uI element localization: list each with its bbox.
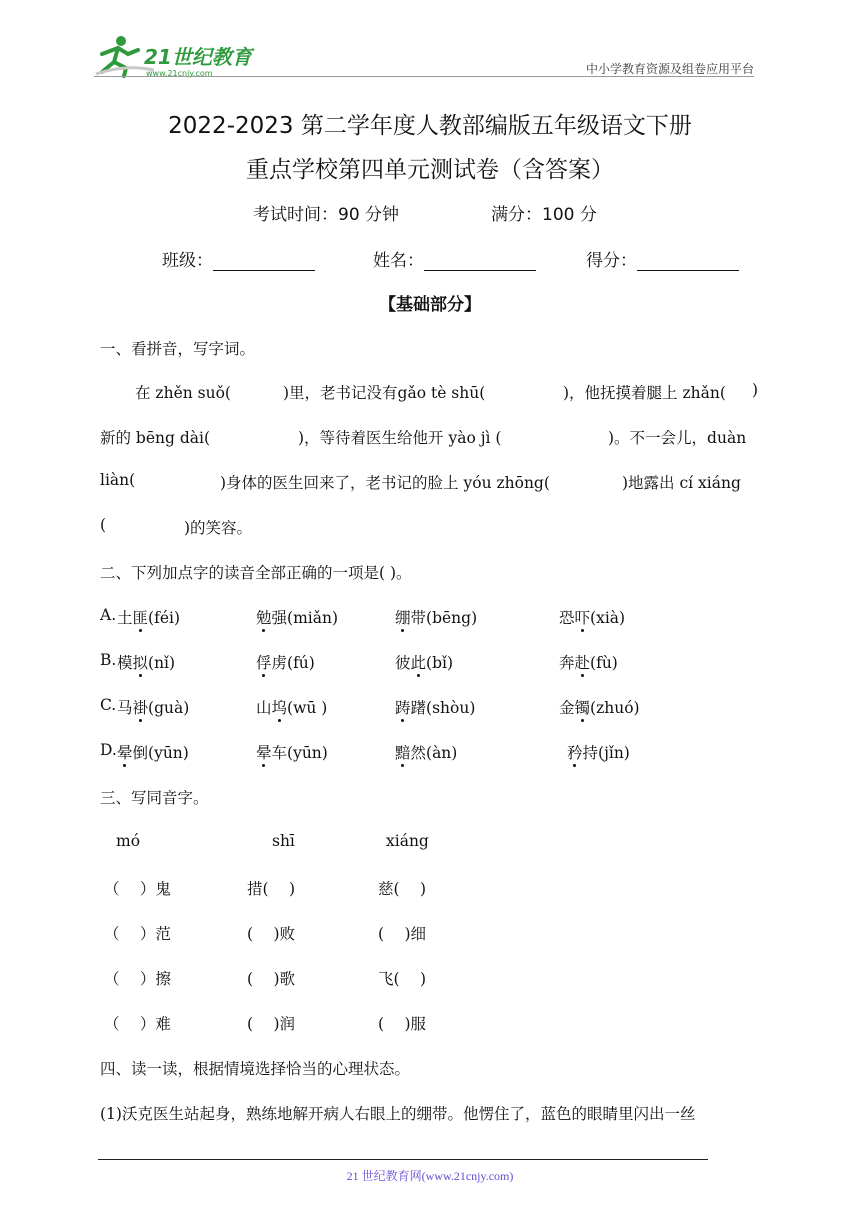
score-input-line[interactable] (637, 252, 739, 271)
footer-divider (98, 1159, 708, 1160)
dotted-character: 镯 (574, 699, 591, 717)
q1-p4-b: )的笑容。 (184, 519, 253, 537)
q2-option-item: 山坞(wū ) (256, 699, 328, 717)
q1-p1-b: )里，老书记没有gǎo tè shū( (283, 384, 486, 402)
exam-full-score: 满分：100 分 (491, 205, 597, 225)
q2-option-item: 金镯(zhuó) (559, 699, 640, 717)
q3-heading: 三、写同音字。 (100, 789, 209, 807)
page-title-line1: 2022-2023 第二学年度人教部编版五年级语文下册 (168, 113, 692, 139)
class-field (162, 246, 315, 271)
q1-p3-b: )身体的医生回来了，老书记的脸上 yóu zhōng( (220, 474, 550, 492)
q2-option-item: 矜持(jǐn) (567, 744, 630, 762)
q3-col3-item: ( )服 (378, 1015, 427, 1033)
q1-p3-a: liàn( (100, 471, 136, 489)
dotted-character: 坞 (271, 699, 288, 717)
q3-col3-item: 慈( ) (378, 880, 427, 898)
dotted-character: 黯 (395, 744, 411, 762)
q4-heading: 四、读一读，根据情境选择恰当的心理状态。 (100, 1060, 411, 1078)
dotted-character: 晕 (117, 744, 133, 762)
dotted-character: 赴 (574, 654, 591, 672)
q3-col3-item: 飞( ) (378, 970, 427, 988)
q2-option-item: 俘虏(fú) (256, 654, 315, 672)
exam-time: 考试时间：90 分钟 (253, 205, 400, 225)
q2-option-item: 勉强(miǎn) (256, 609, 338, 627)
score-label: 得分： (586, 251, 637, 271)
q2-option-item: 晕车(yūn) (256, 744, 328, 762)
name-field (373, 246, 536, 271)
class-label: 班级： (162, 251, 213, 271)
q3-col2-item: 措( ) (247, 880, 296, 898)
q1-p4-a: ( (100, 516, 107, 534)
q1-heading: 一、看拼音，写字词。 (100, 340, 256, 358)
page-title-line2: 重点学校第四单元测试卷（含答案） (246, 157, 614, 183)
q2-option-item: 恐吓(xià) (559, 609, 626, 627)
q3-col1-item: （ ）擦 (104, 970, 171, 988)
q2-option-item: 土匪(féi) (117, 609, 180, 627)
runner-logo-icon (94, 34, 259, 78)
q1-p1-c: )，他抚摸着腿上 zhǎn( (563, 384, 726, 402)
dotted-character: 晕 (256, 744, 272, 762)
logo (94, 34, 259, 78)
logo-text: 21世纪教育 (144, 45, 252, 69)
q2-option-item: 彼此(bǐ) (395, 654, 454, 672)
q1-p2-a: 新的 bēng dài( (100, 429, 211, 447)
q1-p2-b: )，等待着医生给他开 yào jì ( (298, 429, 502, 447)
dotted-character: 吓 (574, 609, 591, 627)
q1-p1-a: 在 zhěn suǒ( (135, 384, 231, 402)
q3-pinyin-3: xiáng (386, 832, 429, 850)
dotted-character: 矜 (567, 744, 583, 762)
q2-option-label[interactable]: A. (100, 606, 117, 624)
q3-pinyin-1: mó (116, 832, 141, 850)
q3-col2-item: ( )润 (247, 1015, 296, 1033)
class-input-line[interactable] (213, 252, 315, 271)
header-platform-text: 中小学教育资源及组卷应用平台 (585, 62, 754, 76)
q3-col1-item: （ ）范 (104, 925, 171, 943)
dotted-character: 踌 (395, 699, 411, 717)
footer-link[interactable]: 21 世纪教育网(www.21cnjy.com) (346, 1169, 514, 1183)
dotted-character: 俘 (256, 654, 272, 672)
q3-pinyin-2: shī (272, 832, 295, 850)
header-divider (94, 76, 754, 77)
q2-option-label[interactable]: D. (100, 741, 117, 759)
q3-col2-item: ( )败 (247, 925, 296, 943)
name-input-line[interactable] (424, 252, 536, 271)
dotted-character: 拟 (132, 654, 149, 672)
section-heading-basic: 【基础部分】 (379, 295, 481, 315)
q3-col2-item: ( )歌 (247, 970, 296, 988)
dotted-character: 勉 (256, 609, 272, 627)
q2-heading: 二、下列加点字的读音全部正确的一项是( )。 (100, 564, 412, 582)
q3-col1-item: （ ）难 (104, 1015, 171, 1033)
q2-option-item: 踌躇(shòu) (395, 699, 476, 717)
q2-option-item: 绷带(bēng) (395, 609, 478, 627)
q3-col3-item: ( )细 (378, 925, 427, 943)
q2-option-label[interactable]: B. (100, 651, 117, 669)
dotted-character: 此 (410, 654, 427, 672)
score-field (586, 246, 739, 271)
q2-option-item: 马褂(guà) (117, 699, 190, 717)
dotted-character: 褂 (132, 699, 149, 717)
dotted-character: 匪 (132, 609, 149, 627)
dotted-character: 绷 (395, 609, 411, 627)
q2-option-item: 奔赴(fù) (559, 654, 618, 672)
q2-option-label[interactable]: C. (100, 696, 117, 714)
q2-option-item: 模拟(nǐ) (117, 654, 176, 672)
q1-p3-c: )地露出 cí xiáng (622, 474, 741, 492)
logo-url: www.21cnjy.com (146, 69, 213, 78)
q3-col1-item: （ ）鬼 (104, 880, 171, 898)
q4-paragraph-1: (1)沃克医生站起身，熟练地解开病人右眼上的绷带。他愣住了，蓝色的眼睛里闪出一丝 (100, 1105, 696, 1123)
q2-option-item: 黯然(àn) (395, 744, 458, 762)
q1-p2-c: )。不一会儿，duàn (608, 429, 747, 447)
q1-p1-d: ) (752, 381, 759, 399)
q2-option-item: 晕倒(yūn) (117, 744, 189, 762)
name-label: 姓名： (373, 251, 424, 271)
